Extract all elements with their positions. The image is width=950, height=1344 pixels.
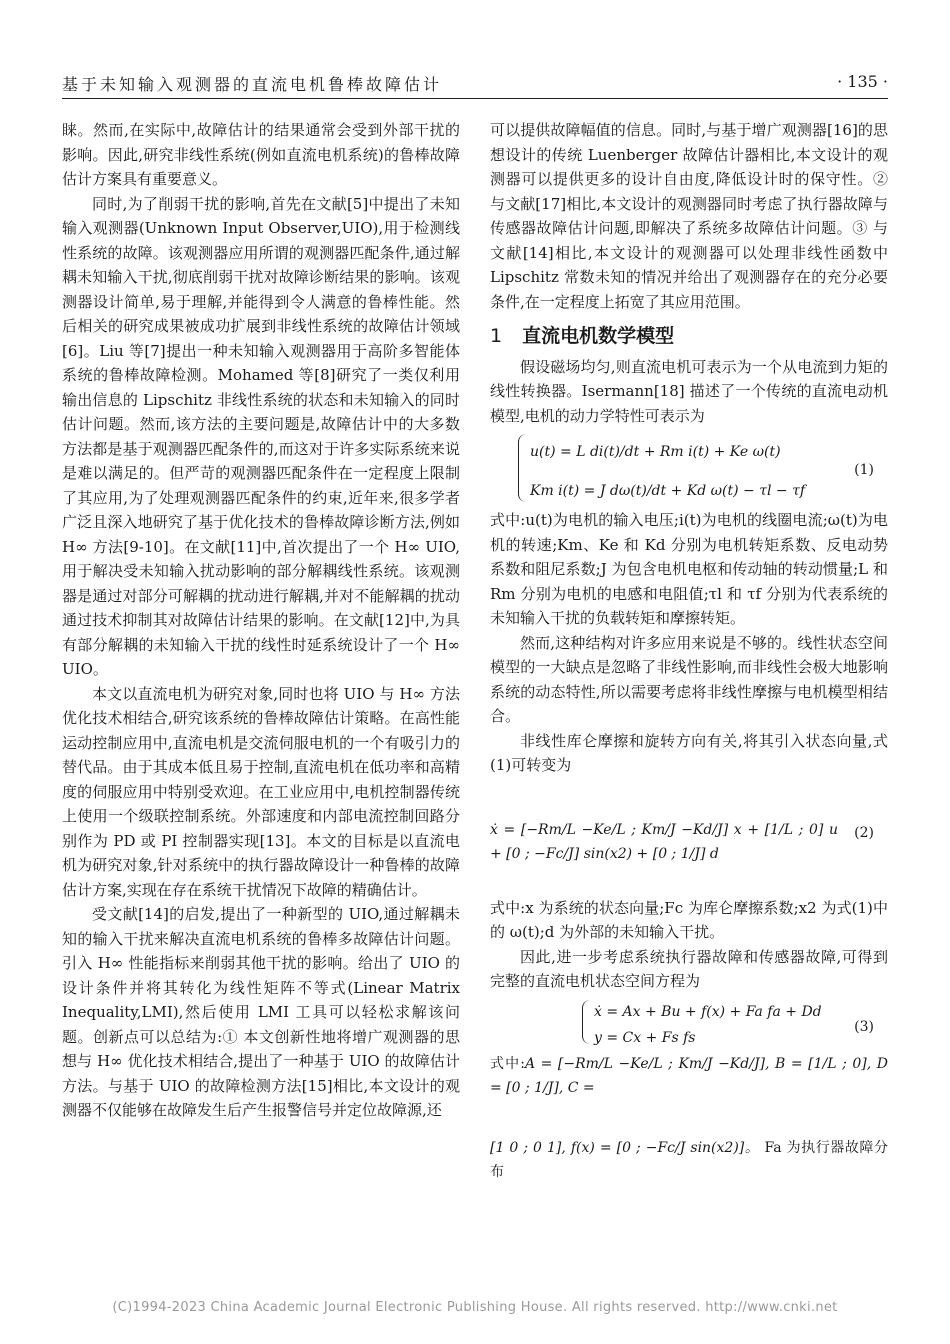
- paragraph: 睐。然而,在实际中,故障估计的结果通常会受到外部干扰的影响。因此,研究非线性系统(例如直流电机系统)的鲁棒故障估计方案具有重要意义。: [62, 121, 460, 188]
- matrix-tail: Fa 为执行器故障分布: [490, 1139, 889, 1180]
- equation-2: [490, 782, 888, 892]
- equation-number: (2): [854, 825, 874, 842]
- running-header: [62, 72, 888, 98]
- paragraph: 然而,这种结构对许多应用来说是不够的。线性状态空间模型的一大缺点是忽略了非线性影响,而非线性会极大地影响系统的动态特性,所以需要考虑将非线性摩擦与电机模型相结合。: [490, 633, 888, 725]
- matrix-prefix: 式中:: [490, 1055, 525, 1072]
- section-number: 1: [490, 325, 503, 347]
- paragraph: 假设磁场均匀,则直流电机可表示为一个从电流到力矩的线性转换器。Isermann[18] 描述了一个传统的直流电动机模型,电机的动力学特性可表示为: [490, 357, 888, 425]
- paragraph: 式中:x 为系统的状态向量;Fc 为库仑摩擦系数;x2 为式(1)中的 ω(t);d 为外部的未知输入干扰。: [490, 898, 888, 941]
- left-column: [62, 118, 460, 1123]
- equation-number: (3): [854, 1018, 874, 1035]
- equation-brace: [518, 434, 527, 502]
- paragraph: 可以提供故障幅值的信息。同时,与基于增广观测器[16]的思想设计的传统 Luenberger 故障估计器相比,本文设计的观测器可以提供更多的设计自由度,降低设计时的保守性。② 与文献[17]相比,本文设计的观测器同时考虑了执行器故障与传感器故障估计问题,即解决了系统多故障估计问题。③ 与文献[14]相比,本文设计的观测器可以处理非线性函数中 Lipschitz 常数未知的情况并给出了观测器存在的充分必要条件,在一定程度上拓宽了其应用范围。: [490, 121, 888, 311]
- equation-brace: [582, 1000, 591, 1044]
- equation-line: y = Cx + Fs fs: [594, 1030, 696, 1046]
- paragraph: 非线性库仑摩擦和旋转方向有关,将其引入状态向量,式(1)可转变为: [490, 731, 888, 774]
- equation-body: ẋ = [−Rm/L −Ke/L ; Km/J −Kd/J] x + [1/L ; 0] u + [0 ; −Fc/J] sin(x2) + [0 ; 1/J] d: [490, 821, 838, 862]
- matrix-text: [1 0 ; 0 1], f(x) = [0 ; −Fc/J sin(x2)]。: [490, 1139, 760, 1156]
- paragraph: 同时,为了削弱干扰的影响,首先在文献[5]中提出了未知输入观测器(Unknown Input Observer,UIO),用于检测线性系统的故障。该观测器应用所谓的观测器匹配条件,通过解耦未知输入干扰,彻底削弱干扰对故障诊断结果的影响。该观测器设计简单,易于理解,并能得到令人满意的鲁棒性能。然后相关的研究成果被成功扩展到非线性系统的故障估计领域[6]。Liu 等[7]提出一种未知输入观测器用于高阶多智能体系统的鲁棒故障检测。Mohamed 等[8]研究了一类仅利用输出信息的 Lipschitz 非线性系统的状态和未知输入的同时估计问题。然而,该方法的主要问题是,故障估计中的大多数方法都是基于观测器匹配条件的,而这对于许多实际系统来说是难以满足的。但严苛的观测器匹配条件在一定程度上限制了其应用,为了处理观测器匹配条件的约束,近年来,很多学者广泛且深入地研究了基于优化技术的鲁棒故障诊断方法,例如 H∞ 方法[9-10]。在文献[11]中,首次提出了一个 H∞ UIO,用于解决受未知输入扰动影响的部分解耦线性系统。该观测器是通过对部分可解耦的扰动进行解耦,并对不能解耦的扰动通过技术抑制其对故障估计结果的影响。在文献[12]中,为具有部分解耦的未知输入干扰的线性时延系统设计了一个 H∞ UIO。: [62, 194, 460, 678]
- section-heading: [490, 324, 888, 349]
- matrix-text: A = [−Rm/L −Ke/L ; Km/J −Kd/J], B = [1/L ; 0], D = [0 ; 1/J], C =: [490, 1055, 889, 1096]
- header-rule: [62, 98, 888, 99]
- equation-line: Km i(t) = J dω(t)/dt + Kd ω(t) − τl − τf: [530, 482, 806, 499]
- equation-body: [530, 432, 828, 504]
- equation-body: [594, 998, 828, 1046]
- matrix-definitions: [490, 1052, 888, 1130]
- right-column: [490, 118, 888, 1196]
- running-title: 基于未知输入观测器的直流电机鲁棒故障估计: [62, 75, 443, 94]
- paragraph: 本文以直流电机为研究对象,同时也将 UIO 与 H∞ 方法优化技术相结合,研究该系统的鲁棒故障估计策略。在高性能运动控制应用中,直流电机是交流伺服电机的一个有吸引力的替代品。由于其成本低且易于控制,直流电机在低功率和高精度的伺服应用中特别受欢迎。在工业应用中,电机控制器传统上使用一个级联控制系统。外部速度和内部电流控制回路分别作为 PD 或 PI 控制器实现[13]。本文的目标是以直流电机为研究对象,针对系统中的执行器故障设计一种鲁棒的故障估计方案,实现在存在系统干扰情况下故障的精确估计。: [62, 684, 460, 899]
- page-number: · 135 ·: [837, 72, 888, 91]
- section-title: 直流电机数学模型: [522, 325, 675, 347]
- matrix-definitions-2: [490, 1136, 888, 1196]
- copyright-footer: (C)1994-2023 China Academic Journal Electronic Publishing House. All rights reserved. http://www.cnki.net: [112, 1300, 838, 1315]
- paragraph: 受文献[14]的启发,提出了一种新型的 UIO,通过解耦未知的输入干扰来解决直流电机系统的鲁棒多故障估计问题。引入 H∞ 性能指标来削弱其他干扰的影响。给出了 UIO 的设计条件并将其转化为线性矩阵不等式(Linear Matrix Inequality,LMI),然后使用 LMI 工具可以轻松求解该问题。创新点可以总结为:① 本文创新性地将增广观测器的思想与 H∞ 优化技术相结合,提出了一种基于 UIO 的故障估计方法。与基于 UIO 的故障检测方法[15]相比,本文设计的观测器不仅能够在故障发生后产生报警信号并定位故障源,还: [62, 905, 460, 1119]
- equation-3: [490, 998, 888, 1046]
- paragraph: 式中:u(t)为电机的输入电压;i(t)为电机的线圈电流;ω(t)为电机的转速;Km、Ke 和 Kd 分别为电机转矩系数、反电动势系数和阻尼系数;J 为包含电机电枢和传动轴的转动惯量;L 和 Rm 分别为电机的电感和电阻值;τl 和 τf 分别为代表系统的未知输入干扰的负载转矩和摩擦转矩。: [490, 511, 888, 627]
- equation-number: (1): [854, 461, 874, 478]
- equation-1: [490, 432, 888, 504]
- equation-line: ẋ = Ax + Bu + f(x) + Fa fa + Dd: [594, 1003, 822, 1020]
- equation-line: u(t) = L di(t)/dt + Rm i(t) + Ke ω(t): [530, 444, 781, 460]
- paragraph: 因此,进一步考虑系统执行器故障和传感器故障,可得到完整的直流电机状态空间方程为: [490, 947, 888, 990]
